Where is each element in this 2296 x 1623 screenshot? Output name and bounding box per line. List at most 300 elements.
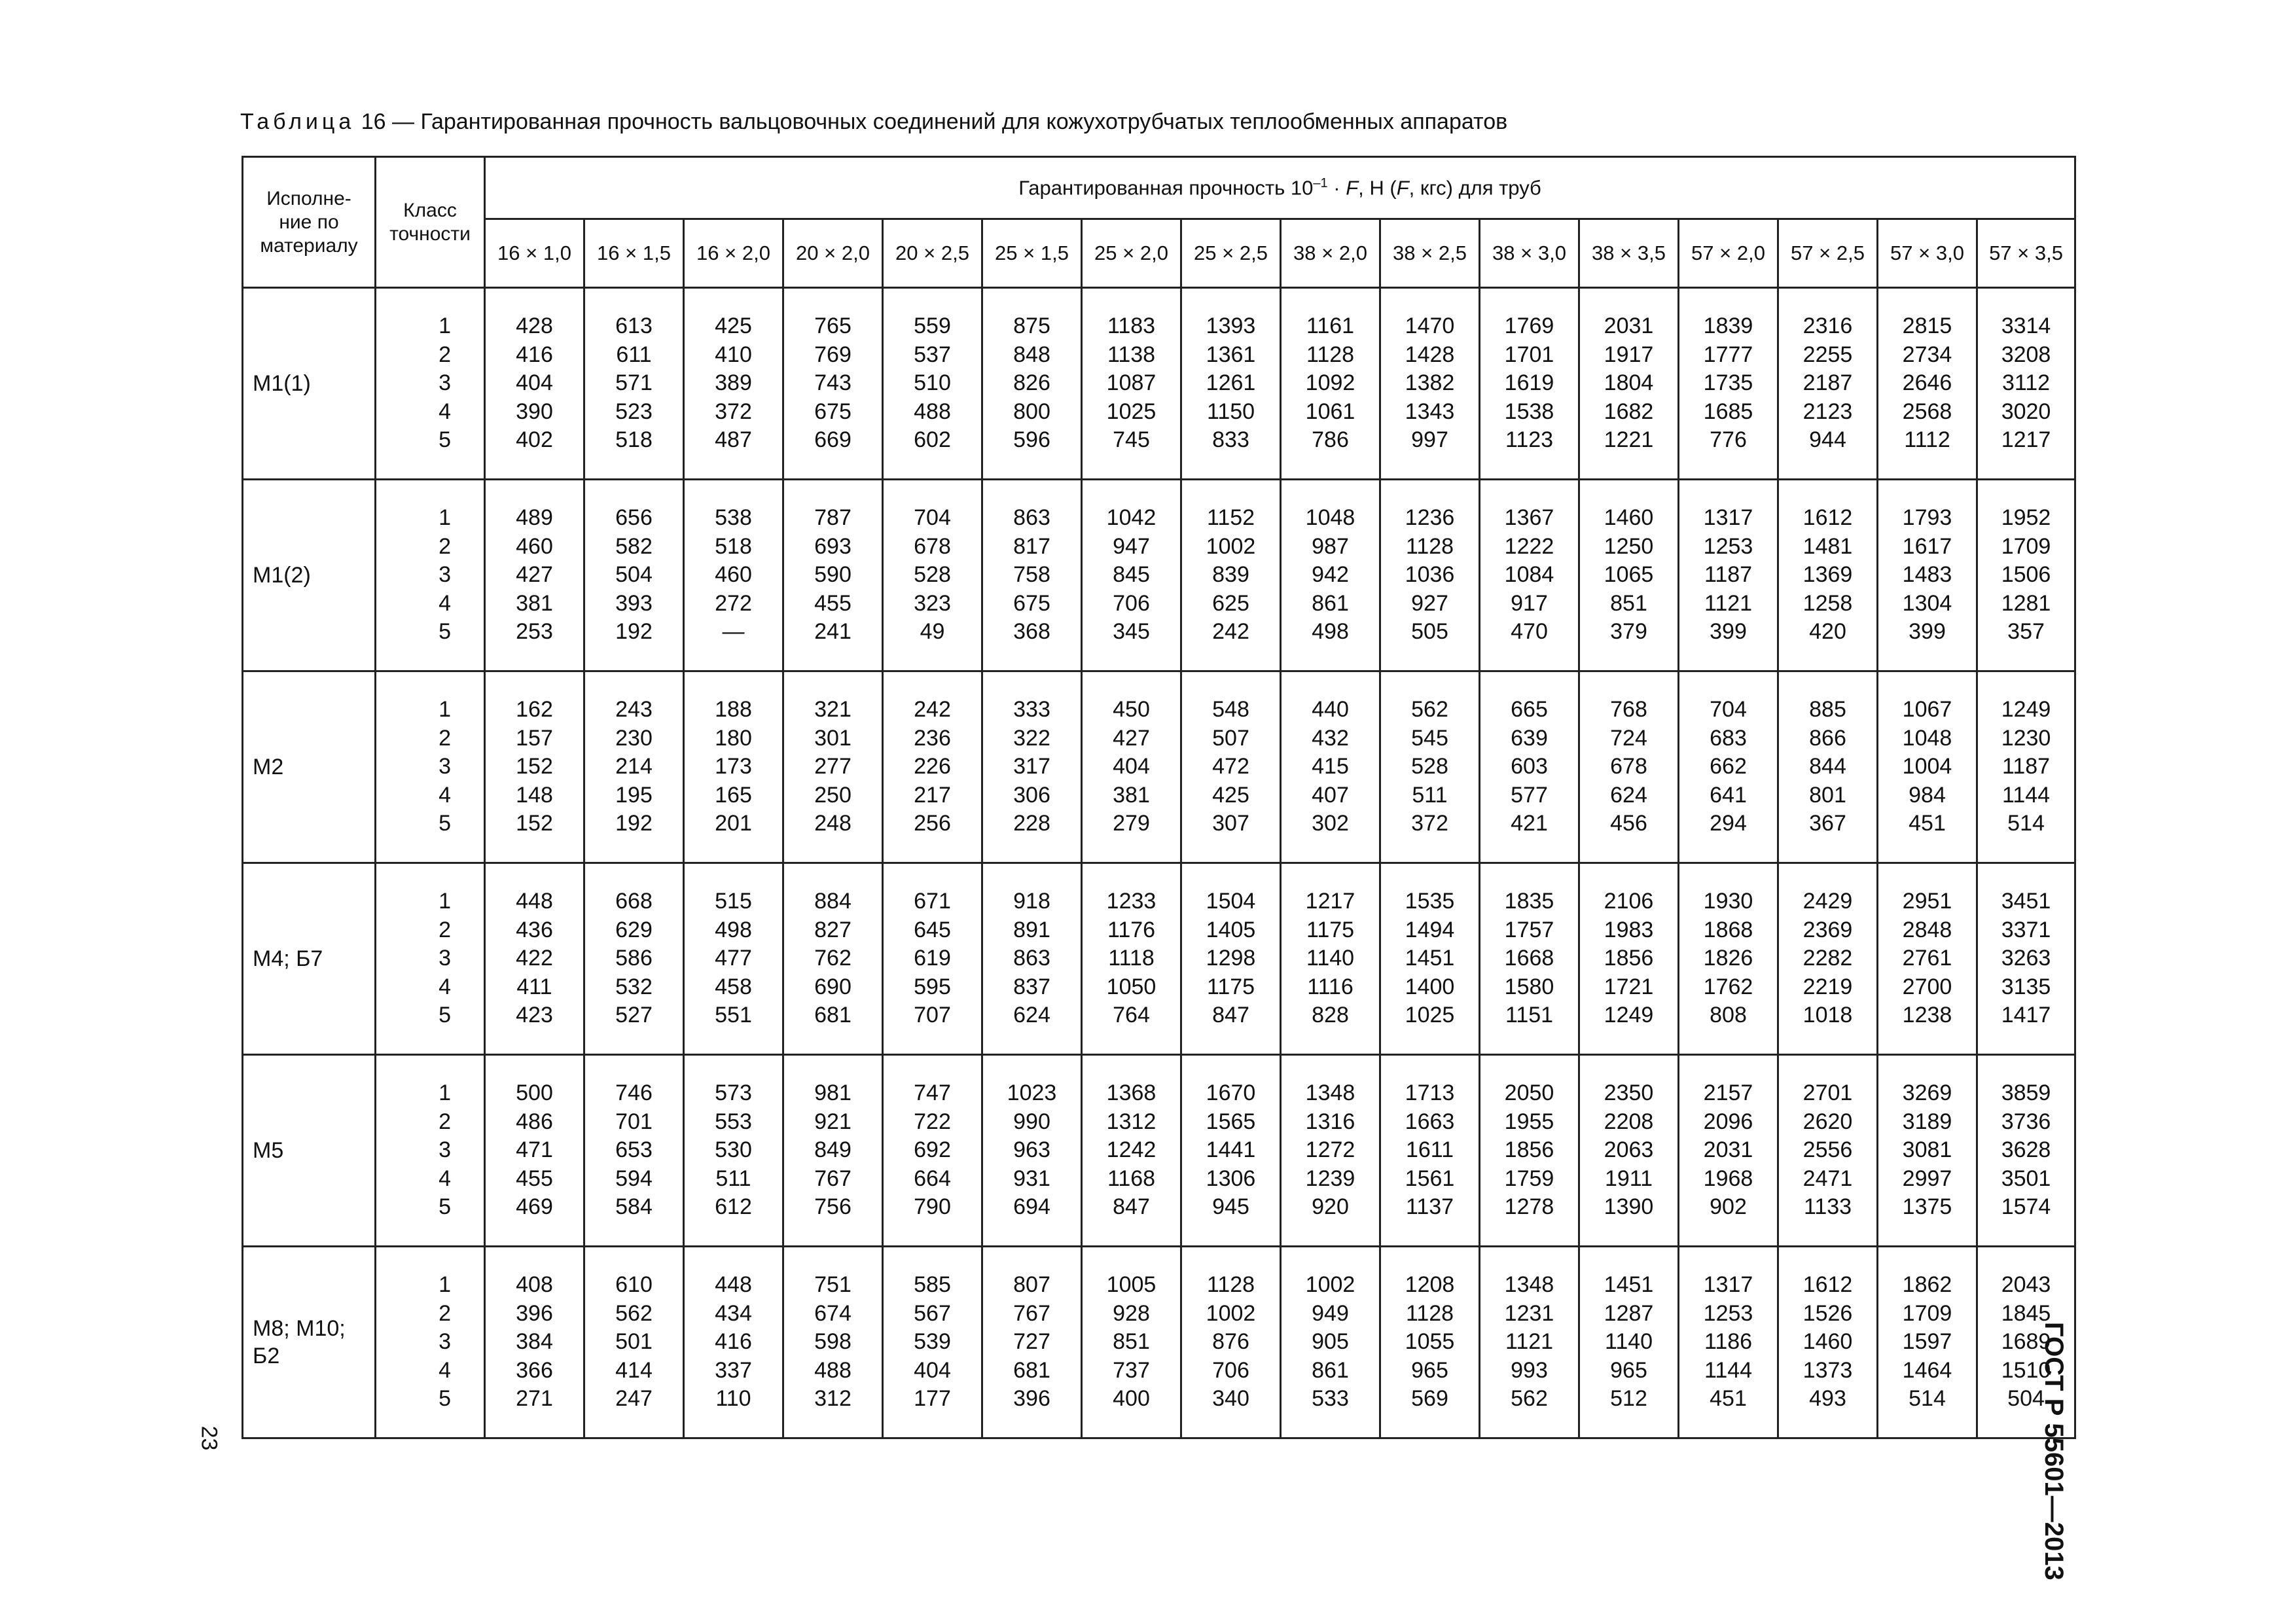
strength-value: 367	[1809, 811, 1846, 836]
strength-value: 1230	[2001, 725, 2051, 751]
strength-value: 1253	[1703, 533, 1753, 559]
strength-value: 2429	[1803, 889, 1853, 914]
class-value: 5	[439, 1194, 451, 1220]
strength-value: 997	[1411, 427, 1448, 453]
class-value: 3	[439, 562, 451, 588]
strength-value: 596	[1013, 427, 1050, 453]
strength-value: 1236	[1405, 505, 1455, 531]
strength-cell	[982, 671, 1082, 863]
strength-value: 1538	[1504, 399, 1554, 424]
strength-value: 425	[715, 313, 752, 339]
strength-value: 747	[914, 1080, 951, 1106]
strength-value: 1441	[1206, 1137, 1256, 1163]
class-value: 3	[439, 1329, 451, 1355]
strength-value: 683	[1710, 725, 1747, 751]
tube-size-header: 25 × 1,5	[982, 219, 1082, 288]
strength-value: 1161	[1306, 313, 1355, 339]
strength-value: 801	[1809, 782, 1846, 808]
strength-cell	[1679, 1247, 1778, 1438]
tube-size-header: 57 × 3,0	[1878, 219, 1977, 288]
strength-value: 949	[1312, 1300, 1349, 1326]
strength-value: 396	[1013, 1386, 1050, 1412]
strength-value: 242	[914, 697, 951, 722]
standard-number: ГОСТ Р 55601—2013	[2039, 1322, 2068, 1580]
strength-value: 2815	[1902, 313, 1952, 339]
strength-value: 518	[715, 533, 752, 559]
strength-value: 1112	[1904, 427, 1950, 453]
strength-value: 511	[715, 1166, 751, 1191]
strength-value: 584	[615, 1194, 653, 1220]
strength-value: 1048	[1902, 725, 1952, 751]
strength-value: 230	[615, 725, 653, 751]
strength-value: 404	[1113, 754, 1150, 779]
strength-value: 928	[1113, 1300, 1150, 1326]
strength-value: 866	[1809, 725, 1846, 751]
strength-value: 665	[1511, 697, 1548, 722]
strength-value: 2369	[1803, 917, 1853, 942]
strength-value: 1757	[1504, 917, 1554, 942]
strength-value: 2734	[1902, 342, 1952, 367]
strength-value: 162	[516, 697, 553, 722]
strength-value: 2106	[1604, 889, 1654, 914]
strength-value: 1670	[1206, 1080, 1256, 1106]
strength-value: 671	[914, 889, 951, 914]
strength-cell	[1977, 288, 2075, 480]
strength-value: 1023	[1007, 1080, 1057, 1106]
strength-value: 488	[914, 399, 951, 424]
strength-value: 1272	[1305, 1137, 1355, 1163]
strength-value: 1393	[1206, 313, 1256, 339]
strength-value: 312	[814, 1386, 852, 1412]
strength-value: 381	[516, 590, 553, 616]
strength-value: 214	[615, 754, 653, 779]
strength-value: 1574	[2001, 1194, 2051, 1220]
strength-value: 559	[914, 313, 951, 339]
strength-value: 848	[1013, 342, 1050, 367]
strength-cell	[584, 1055, 684, 1247]
strength-value: 1042	[1106, 505, 1157, 531]
strength-value: 884	[814, 889, 852, 914]
strength-cell	[584, 671, 684, 863]
strength-value: 1249	[1604, 1003, 1654, 1028]
strength-value: 927	[1411, 590, 1448, 616]
strength-value: 1663	[1405, 1109, 1455, 1134]
tube-size-row	[243, 219, 2075, 288]
strength-value: 422	[516, 946, 553, 971]
strength-cell	[883, 288, 982, 480]
strength-value: 423	[516, 1003, 553, 1028]
strength-cell	[1380, 1247, 1480, 1438]
strength-value: 743	[814, 370, 852, 396]
strength-value: 1983	[1604, 917, 1654, 942]
strength-value: 302	[1312, 811, 1349, 836]
strength-value: 1504	[1206, 889, 1256, 914]
strength-value: 737	[1113, 1357, 1150, 1383]
strength-value: 192	[615, 619, 653, 645]
strength-value: 1481	[1803, 533, 1853, 559]
strength-cell	[1878, 288, 1977, 480]
strength-value: 451	[1710, 1386, 1747, 1412]
strength-value: 769	[814, 342, 852, 367]
strength-value: 379	[1610, 619, 1647, 645]
strength-value: 448	[715, 1272, 752, 1298]
strength-value: 1258	[1803, 590, 1853, 616]
strength-value: 2471	[1803, 1166, 1853, 1191]
strength-value: 236	[914, 725, 951, 751]
strength-value: 1116	[1307, 974, 1354, 999]
class-value: 2	[439, 1300, 451, 1326]
strength-value: 1002	[1206, 533, 1256, 559]
strength-cell	[485, 671, 584, 863]
strength-value: 1128	[1405, 533, 1454, 559]
class-value: 1	[439, 889, 451, 914]
strength-value: 942	[1312, 562, 1349, 588]
strength-cell	[1977, 863, 2075, 1055]
strength-cell	[1977, 480, 2075, 671]
material-header	[243, 157, 376, 288]
strength-value: 381	[1113, 782, 1150, 808]
strength-value: 528	[914, 562, 951, 588]
strength-value: 669	[814, 427, 852, 453]
strength-value: 706	[1212, 1357, 1249, 1383]
strength-value: 1004	[1902, 754, 1952, 779]
strength-value: 368	[1013, 619, 1050, 645]
strength-value: 411	[516, 974, 552, 999]
strength-value: 847	[1113, 1194, 1150, 1220]
table-caption	[240, 109, 1507, 135]
strength-value: 487	[715, 427, 752, 453]
strength-value: 675	[1013, 590, 1050, 616]
strength-cell	[684, 288, 783, 480]
strength-cell	[1579, 863, 1679, 1055]
strength-value: 1317	[1703, 1272, 1753, 1298]
strength-value: 1451	[1604, 1272, 1654, 1298]
strength-value: 1460	[1604, 505, 1654, 531]
strength-cell	[783, 863, 883, 1055]
tube-size-header: 38 × 3,0	[1480, 219, 1579, 288]
strength-value: 533	[1312, 1386, 1349, 1412]
strength-cell	[1181, 288, 1281, 480]
strength-value: 1510	[2001, 1357, 2051, 1383]
strength-value: 875	[1013, 313, 1050, 339]
strength-value: 489	[516, 505, 553, 531]
strength-value: 1092	[1305, 370, 1355, 396]
strength-value: 148	[516, 782, 553, 808]
strength-value: 2063	[1604, 1137, 1654, 1163]
strength-cell	[684, 863, 783, 1055]
tube-size-header: 16 × 1,0	[485, 219, 584, 288]
strength-value: 767	[1013, 1300, 1050, 1326]
strength-value: 408	[516, 1272, 553, 1298]
strength-value: 3208	[2001, 342, 2051, 367]
strength-value: 294	[1710, 811, 1747, 836]
strength-value: 2350	[1604, 1080, 1654, 1106]
strength-value: 1759	[1504, 1166, 1554, 1191]
strength-value: 828	[1312, 1003, 1349, 1028]
strength-value: 624	[1013, 1003, 1050, 1028]
strength-table	[242, 156, 2076, 1439]
strength-value: 301	[814, 725, 852, 751]
strength-value: 2123	[1803, 399, 1853, 424]
strength-value: 1186	[1704, 1329, 1753, 1355]
strength-cell	[1082, 1247, 1181, 1438]
strength-value: 1917	[1604, 342, 1654, 367]
strength-value: 505	[1411, 619, 1448, 645]
strength-value: 965	[1411, 1357, 1448, 1383]
strength-cell	[1281, 480, 1380, 671]
strength-value: 1061	[1305, 399, 1355, 424]
strength-value: 690	[814, 974, 852, 999]
strength-value: 1709	[1902, 1300, 1952, 1326]
table-header	[243, 157, 2075, 288]
class-value: 1	[439, 1080, 451, 1106]
strength-value: 1152	[1206, 505, 1255, 531]
strength-value: 451	[1909, 811, 1946, 836]
class-value: 4	[439, 782, 451, 808]
strength-cell	[1778, 863, 1878, 1055]
class-value: 3	[439, 1137, 451, 1163]
strength-cell	[783, 1055, 883, 1247]
strength-value: 787	[814, 505, 852, 531]
strength-cell	[584, 1247, 684, 1438]
strength-value: 1118	[1108, 946, 1155, 971]
strength-value: 674	[814, 1300, 852, 1326]
strength-value: 432	[1312, 725, 1349, 751]
class-value: 2	[439, 725, 451, 751]
strength-cell	[1977, 671, 2075, 863]
class-value: 4	[439, 1357, 451, 1383]
strength-cell	[1679, 863, 1778, 1055]
strength-value: 1128	[1306, 342, 1355, 367]
class-value: 4	[439, 974, 451, 999]
strength-value: 625	[1212, 590, 1249, 616]
strength-value: 847	[1212, 1003, 1249, 1028]
strength-value: 610	[615, 1272, 653, 1298]
strength-value: 704	[914, 505, 951, 531]
strength-value: 1428	[1405, 342, 1455, 367]
class-value: 1	[439, 1272, 451, 1298]
strength-value: 1348	[1504, 1272, 1554, 1298]
strength-value: 2031	[1703, 1137, 1753, 1163]
strength-value: 758	[1013, 562, 1050, 588]
strength-value: 1561	[1405, 1166, 1455, 1191]
strength-value: 530	[715, 1137, 752, 1163]
strength-value: 586	[615, 946, 653, 971]
strength-cell	[1181, 863, 1281, 1055]
strength-cell	[1878, 863, 1977, 1055]
strength-value: 675	[814, 399, 852, 424]
strength-value: 1955	[1504, 1109, 1554, 1134]
strength-value: 1018	[1803, 1003, 1853, 1028]
strength-value: 460	[715, 562, 752, 588]
tube-size-header: 38 × 2,5	[1380, 219, 1480, 288]
strength-value: 407	[1312, 782, 1349, 808]
class-value: 5	[439, 427, 451, 453]
strength-value: 504	[615, 562, 653, 588]
strength-value: 612	[715, 1194, 752, 1220]
strength-value: 514	[2007, 811, 2045, 836]
strength-value: 965	[1610, 1357, 1647, 1383]
strength-value: 440	[1312, 697, 1349, 722]
strength-value: 2096	[1703, 1109, 1753, 1134]
strength-value: 1375	[1902, 1194, 1952, 1220]
tube-size-header: 38 × 2,0	[1281, 219, 1380, 288]
strength-cell	[982, 288, 1082, 480]
strength-cell	[1480, 863, 1579, 1055]
strength-value: 704	[1710, 697, 1747, 722]
strength-cell	[1977, 1055, 2075, 1247]
strength-cell	[1380, 480, 1480, 671]
strength-value: 681	[1013, 1357, 1050, 1383]
tube-size-header: 25 × 2,0	[1082, 219, 1181, 288]
strength-value: 1845	[2001, 1300, 2051, 1326]
strength-value: 569	[1411, 1386, 1448, 1412]
tube-size-header: 57 × 2,0	[1679, 219, 1778, 288]
strength-header: Гарантированная прочность $10^{-1} \cdot F$, Н (F, кгс) для труб	[485, 157, 2075, 219]
strength-value: 2997	[1902, 1166, 1952, 1191]
strength-cell	[1082, 288, 1181, 480]
strength-value: 201	[715, 811, 752, 836]
table-row	[243, 863, 2075, 1055]
strength-value: 662	[1710, 754, 1747, 779]
strength-cell	[982, 1247, 1082, 1438]
class-value: 2	[439, 917, 451, 942]
strength-value: 226	[914, 754, 951, 779]
strength-cell	[982, 480, 1082, 671]
strength-value: 768	[1610, 697, 1647, 722]
strength-value: 271	[516, 1386, 553, 1412]
strength-value: 876	[1212, 1329, 1249, 1355]
strength-value: 639	[1511, 725, 1548, 751]
strength-value: 1689	[2001, 1329, 2051, 1355]
strength-value: 512	[1610, 1386, 1647, 1412]
strength-value: 1348	[1305, 1080, 1355, 1106]
strength-value: 3628	[2001, 1137, 2051, 1163]
strength-value: 2701	[1803, 1080, 1853, 1106]
strength-value: 469	[516, 1194, 553, 1220]
strength-value: 918	[1013, 889, 1050, 914]
strength-cell	[1181, 1247, 1281, 1438]
strength-value: 1121	[1704, 590, 1753, 616]
strength-value: 1368	[1106, 1080, 1157, 1106]
strength-value: 537	[914, 342, 951, 367]
strength-value: 2316	[1803, 313, 1853, 339]
strength-cell	[1082, 863, 1181, 1055]
class-value: 4	[439, 590, 451, 616]
material-cell: М1(1)	[243, 288, 376, 480]
material-header-text: Исполне- ние по материалу	[260, 187, 358, 257]
strength-value: 1304	[1902, 590, 1952, 616]
strength-value: 567	[914, 1300, 951, 1326]
strength-value: 248	[814, 811, 852, 836]
strength-value: 595	[914, 974, 951, 999]
strength-value: 1287	[1604, 1300, 1654, 1326]
strength-cell	[883, 480, 982, 671]
strength-value: 498	[1312, 619, 1349, 645]
strength-value: 582	[615, 533, 653, 559]
strength-value: 1709	[2001, 533, 2051, 559]
strength-value: 863	[1013, 505, 1050, 531]
strength-value: 539	[914, 1329, 951, 1355]
strength-value: 641	[1710, 782, 1747, 808]
strength-cell	[485, 480, 584, 671]
strength-value: 1483	[1902, 562, 1952, 588]
strength-value: 1316	[1305, 1109, 1355, 1134]
strength-value: 477	[715, 946, 752, 971]
strength-value: 404	[516, 370, 553, 396]
class-value: 1	[439, 505, 451, 531]
class-value: 2	[439, 1109, 451, 1134]
strength-value: 1150	[1206, 399, 1255, 424]
strength-value: 307	[1212, 811, 1249, 836]
strength-cell	[1380, 1055, 1480, 1247]
strength-value: 493	[1809, 1386, 1846, 1412]
strength-value: 613	[615, 313, 653, 339]
strength-value: 523	[615, 399, 653, 424]
strength-value: 1306	[1206, 1166, 1256, 1191]
strength-value: 664	[914, 1166, 951, 1191]
strength-value: 1682	[1604, 399, 1654, 424]
strength-value: 2556	[1803, 1137, 1853, 1163]
strength-value: 1701	[1504, 342, 1554, 367]
strength-value: 1793	[1902, 505, 1952, 531]
strength-value: 1668	[1504, 946, 1554, 971]
strength-value: 1048	[1305, 505, 1355, 531]
strength-cell	[1579, 671, 1679, 863]
strength-value: 436	[516, 917, 553, 942]
tube-size-header: 38 × 3,5	[1579, 219, 1679, 288]
strength-cell	[1778, 288, 1878, 480]
strength-cell	[1181, 1055, 1281, 1247]
strength-value: 217	[914, 782, 951, 808]
strength-value: 1968	[1703, 1166, 1753, 1191]
class-value: 5	[439, 1386, 451, 1412]
strength-value: 372	[715, 399, 752, 424]
strength-value: 1685	[1703, 399, 1753, 424]
strength-value: 333	[1013, 697, 1050, 722]
strength-value: 767	[814, 1166, 852, 1191]
strength-cell	[982, 863, 1082, 1055]
strength-cell	[1679, 1055, 1778, 1247]
strength-value: 826	[1013, 370, 1050, 396]
tube-size-header: 16 × 2,0	[684, 219, 783, 288]
strength-value: —	[722, 619, 745, 645]
strength-value: 1281	[2001, 590, 2051, 616]
strength-value: 990	[1013, 1109, 1050, 1134]
strength-value: 585	[914, 1272, 951, 1298]
strength-value: 844	[1809, 754, 1846, 779]
strength-cell	[1480, 1055, 1579, 1247]
strength-value: 242	[1212, 619, 1249, 645]
strength-value: 3263	[2001, 946, 2051, 971]
strength-value: 837	[1013, 974, 1050, 999]
class-value: 1	[439, 313, 451, 339]
table-row	[243, 671, 2075, 863]
strength-value: 851	[1610, 590, 1647, 616]
strength-value: 2848	[1902, 917, 1952, 942]
class-cell	[376, 288, 485, 480]
strength-value: 1168	[1107, 1166, 1156, 1191]
strength-value: 157	[516, 725, 553, 751]
strength-value: 920	[1312, 1194, 1349, 1220]
strength-value: 1868	[1703, 917, 1753, 942]
strength-value: 321	[814, 697, 852, 722]
class-cell	[376, 863, 485, 1055]
strength-value: 1187	[1704, 562, 1753, 588]
strength-value: 402	[516, 427, 553, 453]
strength-value: 532	[615, 974, 653, 999]
class-value: 2	[439, 342, 451, 367]
